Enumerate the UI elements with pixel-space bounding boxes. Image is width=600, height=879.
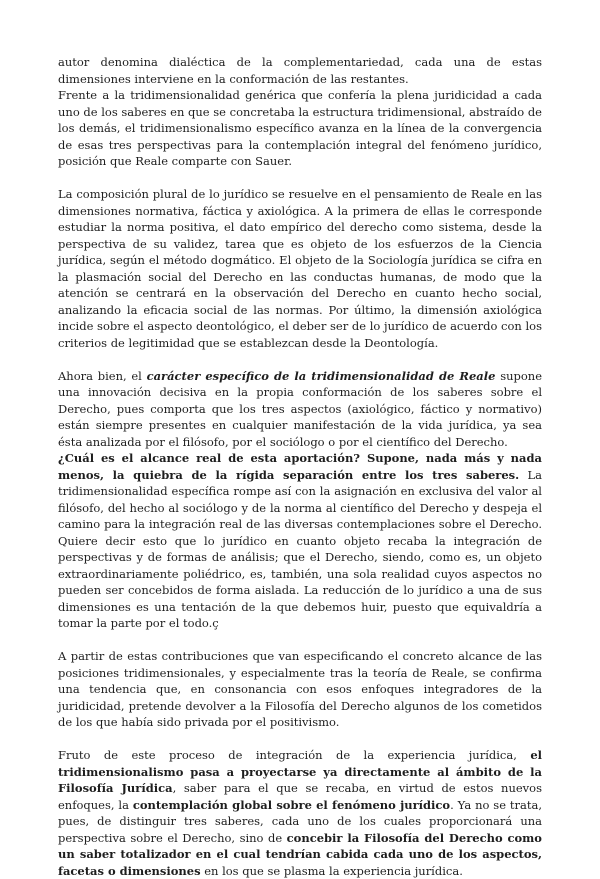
paragraph-7-text-3: . Ya no se trata, pues, de distinguir tres saberes, cada uno de los cuales proporcionará una perspectiva sobre el Derecho, sino de — [58, 797, 542, 845]
paragraph-4-emphasis: carácter específico de la tridimensionalidad de Reale — [146, 368, 496, 383]
paragraph-1: autor denomina dialéctica de la complementariedad, cada una de estas dimensiones interviene en la conformación de las restantes. — [58, 55, 542, 86]
paragraph-5-text: La tridimensionalidad específica rompe así con la asignación en exclusiva del valor al filósofo, del hecho al sociólogo y de la norma al científico del Derecho y despeja el camino para la integración real de las diversas contemplaciones sobre el Derecho. Quiere decir esto que lo jurídico en cuanto objeto recaba la integración de perspectivas y de formas de análisis; que el Derecho, siendo, como es, un objeto extraordinariamente poliédrico, es, también, una sola realidad cuyos aspectos no pueden ser concebidos de forma aislada. La reducción de lo jurídico a una de sus dimensiones es una tentación de la que debemos huir, puesto que equivaldría a tomar la parte por el todo.ç — [58, 467, 542, 630]
paragraph-6: A partir de estas contribuciones que van especificando el concreto alcance de las posiciones tridimensionales, y especialmente tras la teoría de Reale, se confirma una tendencia que, en consonancia con esos enfoques integradores de la juridicidad, pretende devolver a la Filosofía del Derecho algunos de los cometidos de los que había sido privada por el positivismo. — [58, 649, 542, 729]
paragraph-4-text-2: supone una innovación decisiva en la propia conformación de los saberes sobre el Derecho, pues comporta que los tres aspectos (axiológico, fáctico y normativo) están siempre presentes en cualquier manifestación de la vida jurídica, ya sea ésta analizada por el filósofo, por el sociólogo o por el científico del Derecho. — [58, 368, 542, 449]
paragraph-7-bold-3: concebir la Filosofía del Derecho como un saber totalizador en el cual tendrían cabida cada uno de los aspectos, facetas o dimensiones — [58, 830, 542, 878]
paragraph-7-text-4: en los que se plasma la experiencia jurídica. — [200, 863, 463, 878]
paragraph-7-text-2: , saber para el que se recaba, en virtud de estos nuevos enfoques, la — [58, 781, 542, 812]
paragraph-3: La composición plural de lo jurídico se resuelve en el pensamiento de Reale en las dimensiones normativa, fáctica y axiológica. A la primera de ellas le corresponde estudiar la norma positiva, el dato empírico del derecho como sistema, desde la perspectiva de su validez, tarea que es objeto de los esfuerzos de la Ciencia jurídica, según el método dogmático. El objeto de la Sociología jurídica se cifra en la plasmación social del Derecho en las conductas humanas, de modo que la atención se centrará en la observación del Derecho en cuanto hecho social, analizando la eficacia social de las normas. Por último, la dimensión axiológica incide sobre el aspecto deontológico, el deber ser de lo jurídico de acuerdo con los criterios de legitimidad que se establezcan desde la Deontología. — [58, 187, 542, 350]
paragraph-2: Frente a la tridimensionalidad genérica que confería la plena juridicidad a cada uno de los saberes en que se concretaba la estructura tridimensional, abstraído de los demás, el tridimensionalismo específico avanza en la línea de la convergencia de esas tres perspectivas para la contemplación integral del fenómeno jurídico, posición que Reale comparte con Sauer. — [58, 88, 542, 168]
paragraph-7 — [58, 747, 542, 879]
paragraph-5 — [58, 450, 542, 632]
document-page — [58, 54, 542, 879]
paragraph-7-bold-1: el tridimensionalismo pasa a proyectarse ya directamente al ámbito de la Filosofía Jurídica — [58, 748, 542, 795]
paragraph-5-question: ¿Cuál es el alcance real de esta aportación? Supone, nada más y nada menos, la quiebra de la rígida separación entre los tres saberes. — [58, 451, 542, 482]
paragraph-4-text-1: Ahora bien, el — [58, 368, 147, 383]
paragraph-4 — [58, 368, 542, 451]
paragraph-7-bold-2: contemplación global sobre el fenómeno jurídico — [132, 797, 451, 812]
paragraph-7-text-1: Fruto de este proceso de integración de la experiencia jurídica, — [58, 748, 531, 762]
